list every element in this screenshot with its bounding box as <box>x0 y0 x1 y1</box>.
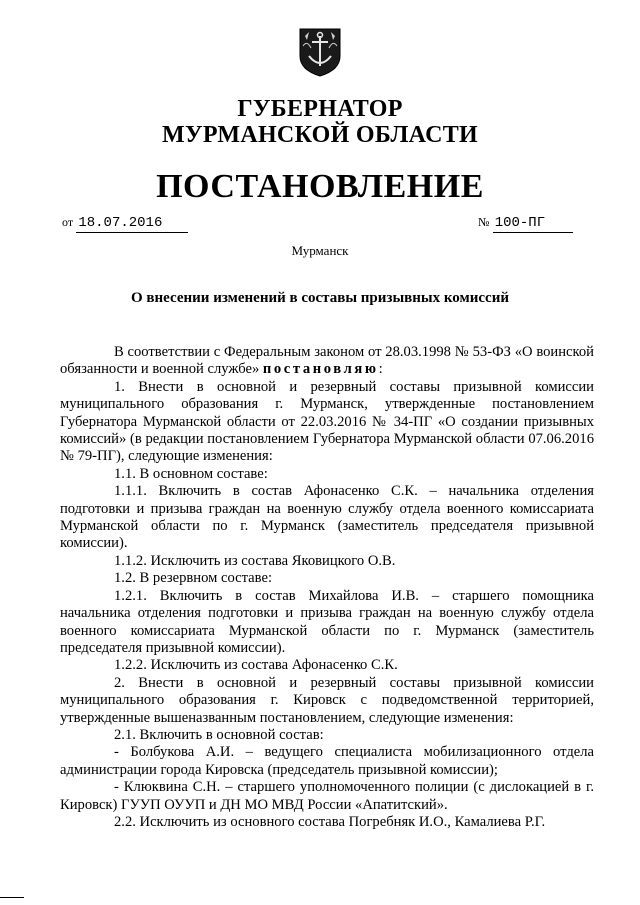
paragraph-1-2: 1.2. В резервном составе: <box>114 570 273 587</box>
intro-text: В соответствии с Федеральным законом от 28.03.1998 № 53-ФЗ «О воинской обязанности и военной службе» <box>60 344 594 378</box>
resolve-word: постановляю <box>262 361 379 378</box>
paragraph-1: 1. Внести в основной и резервный составы призывной комиссии муниципального образования г. Мурманск, утвержденные постановлением Губернатора Мурманской области от 22.03.2016 № 34-ПГ «О создании призывных комиссий» (в редакции постановлением Губернатора Мурманской области 07.06.2016 № 79-ПГ), следующие изменения: <box>60 378 594 465</box>
coat-of-arms-icon <box>297 26 343 78</box>
document-subject: О внесении изменений в составы призывных комиссий <box>131 290 509 306</box>
date-value: 18.07.2016 <box>76 215 188 233</box>
paragraph-1-2-1: 1.2.1. Включить в состав Михайлова И.В. – старшего помощника начальника отделения подготовки и призыва граждан на военную службу отдела военного комиссариата Мурманской области по г. Мурманск (заместитель председателя призывной комиссии). <box>60 587 594 656</box>
paragraph-2-1-b: - Клюквина С.Н. – старшего уполномоченного полиции (с дислокацией в г. Кировск) ГУУП ОУУП и ДН МО МВД России «Апатитский». <box>60 779 594 813</box>
governor-title-line2: МУРМАНСКОЙ ОБЛАСТИ <box>162 122 478 148</box>
document-date <box>62 214 188 233</box>
document-number <box>478 214 573 233</box>
document-body <box>60 344 594 831</box>
paragraph-2-2: 2.2. Исключить из основного состава Погребняк И.О., Камалиева Р.Г. <box>114 813 546 830</box>
paragraph-1-1-2: 1.1.2. Исключить из состава Яковицкого О.В. <box>114 552 396 569</box>
resolve-colon: : <box>378 361 383 378</box>
paragraph-1-2-2: 1.2.2. Исключить из состава Афонасенко С.К. <box>114 657 398 674</box>
paragraph-2-1-a: - Болбукова А.И. – ведущего специалиста мобилизационного отдела администрации города Кировска (председатель призывной комиссии); <box>60 744 594 778</box>
paragraph-intro <box>60 344 594 379</box>
paragraph-2-1: 2.1. Включить в основной состав: <box>114 726 324 743</box>
paragraph-1-1-1: 1.1.1. Включить в состав Афонасенко С.К. – начальника отделения подготовки и призыва граждан на военную службу отдела военного комиссариата Мурманской области по г. Мурманск (заместитель председателя призывной комиссии). <box>60 483 594 552</box>
number-value: 100-ПГ <box>493 215 573 233</box>
city: Мурманск <box>291 243 349 258</box>
governor-title-line1: ГУБЕРНАТОР <box>237 96 403 122</box>
document-type-title: ПОСТАНОВЛЕНИЕ <box>156 168 484 205</box>
number-label: № <box>478 215 490 229</box>
footer-rule <box>0 897 24 898</box>
paragraph-1-1: 1.1. В основном составе: <box>114 465 268 482</box>
paragraph-2: 2. Внести в основной и резервный составы призывной комиссии муниципального образования г. Кировск с подведомственной территорией, утвержденные вышеназванным постановлением, следующие изменения: <box>60 674 594 726</box>
date-label: от <box>62 215 74 229</box>
